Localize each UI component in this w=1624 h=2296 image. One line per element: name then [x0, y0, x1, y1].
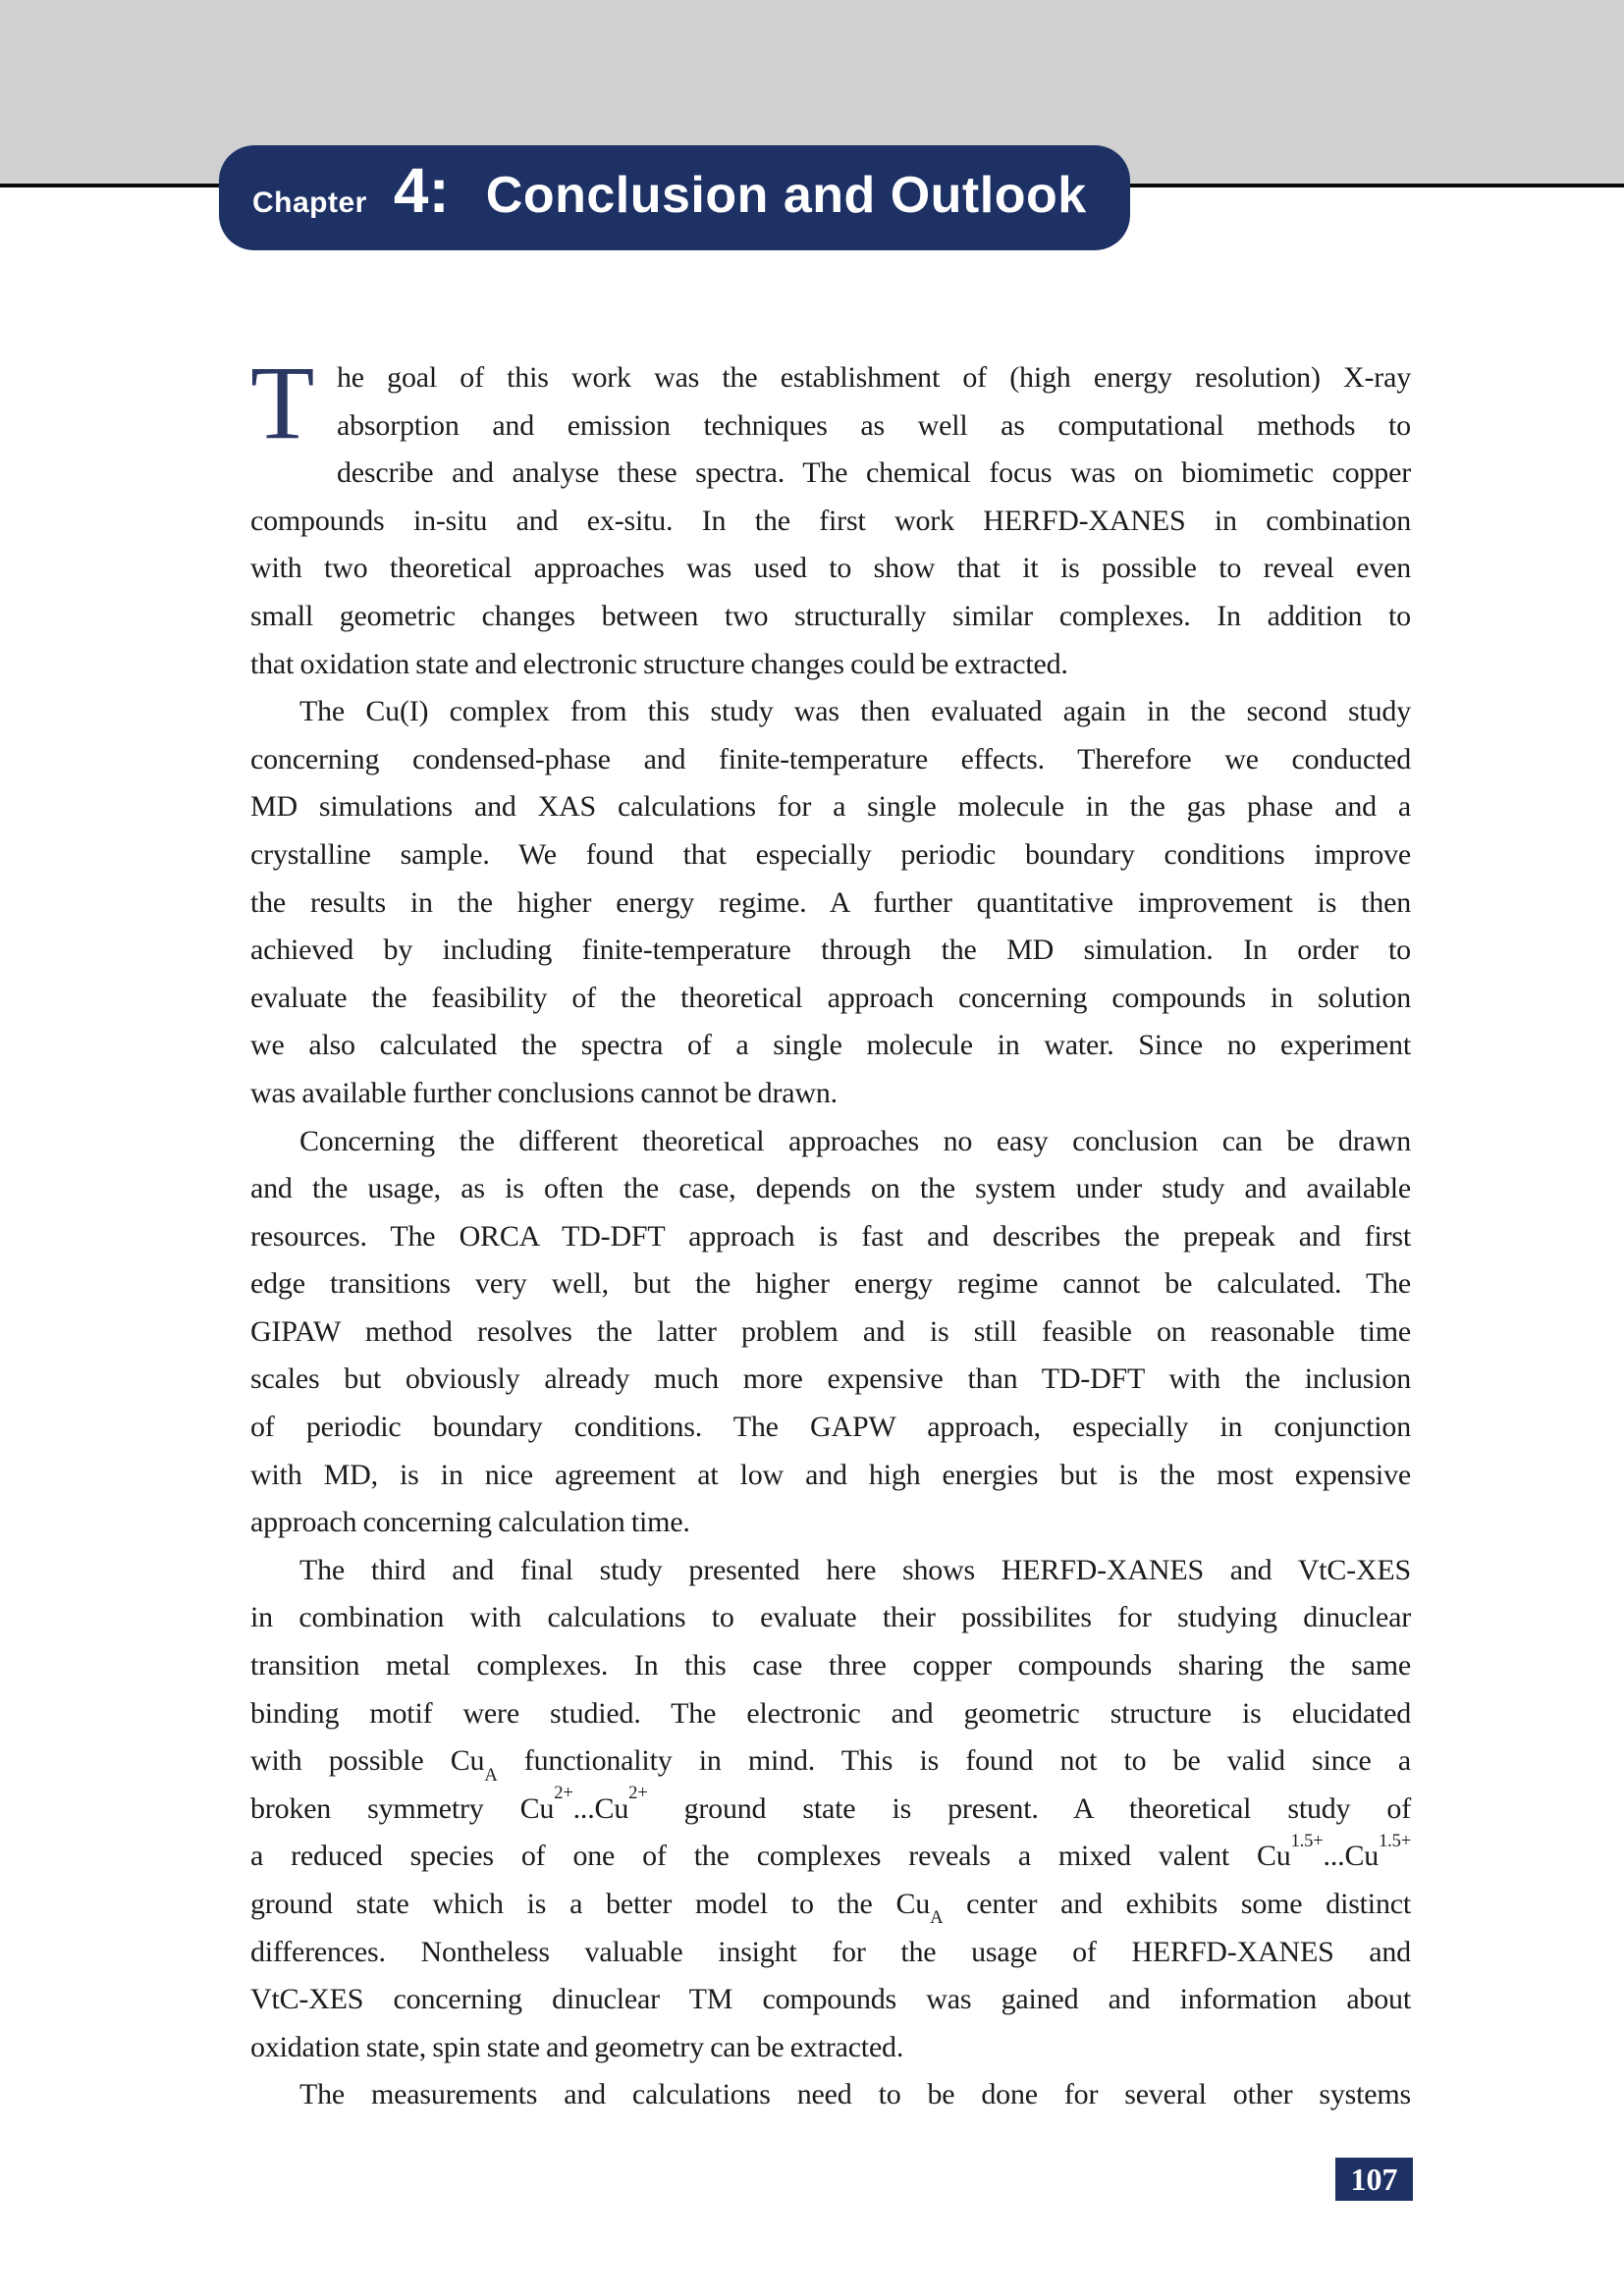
text-line: The measurements and calculations need to be done for several other systems [299, 2078, 1411, 2111]
chapter-number: 4: [393, 155, 450, 226]
text-line: approach concerning calculation time. [250, 1506, 690, 1539]
page-number: 107 [1350, 2161, 1398, 2197]
chapter-banner [219, 145, 1130, 250]
text-line: scales but obviously already much more expensive than TD-DFT with the inclusion [250, 1362, 1411, 1396]
text-line: of periodic boundary conditions. The GAPW approach, especially in conjunction [250, 1411, 1411, 1444]
text-line: describe and analyse these spectra. The chemical focus was on biomimetic copper [337, 456, 1411, 490]
text-line: edge transitions very well, but the higher energy regime cannot be calculated. The [250, 1267, 1411, 1301]
page-number-badge [1335, 2158, 1413, 2201]
text-line: Concerning the different theoretical approaches no easy conclusion can be drawn [299, 1124, 1411, 1157]
text-line: crystalline sample. We found that especially periodic boundary conditions improve [250, 837, 1411, 871]
body-text [250, 346, 1412, 2119]
drop-cap: T [250, 346, 315, 461]
superscript: 1.5+ [1290, 1831, 1324, 1852]
text-line: GIPAW method resolves the latter problem and is still feasible on reasonable time [250, 1314, 1411, 1348]
text-line: ground state which is a better model to the $Cu_A$ center and exhibits some distinct [250, 1888, 1411, 1929]
text-line: was available further conclusions cannot be drawn. [250, 1076, 838, 1109]
paragraph [250, 1547, 1411, 2072]
text-line: with two theoretical approaches was used to show that it is possible to reveal even [250, 552, 1411, 585]
text-line: binding motif were studied. The electronic and geometric structure is elucidated [250, 1696, 1411, 1730]
text-line: we also calculated the spectra of a single molecule in water. Since no experiment [250, 1029, 1411, 1062]
text-line: differences. Nontheless valuable insight for the usage of HERFD-XANES and [250, 1935, 1411, 1968]
text-line: The Cu(I) complex from this study was then evaluated again in the second study [299, 695, 1411, 728]
text-line: transition metal complexes. In this case three copper compounds sharing the same [250, 1649, 1411, 1682]
superscript: 1.5+ [1379, 1831, 1411, 1852]
superscript: 2+ [628, 1783, 648, 1804]
paragraph [250, 1118, 1411, 1547]
subscript: A [484, 1764, 498, 1786]
text-line: absorption and emission techniques as well as computational methods to [337, 408, 1411, 442]
paragraph [250, 346, 1411, 688]
text-line: small geometric changes between two structurally similar complexes. In addition to [250, 599, 1411, 632]
paragraph [250, 2071, 1411, 2119]
text-line: the results in the higher energy regime. A further quantitative improvement is then [250, 885, 1411, 919]
text-line: a reduced species of one of the complexes reveals a mixed valent $Cu^{1.5+}...Cu^{1.5+}$ [250, 1831, 1411, 1873]
text-line: concerning condensed-phase and finite-temperature effects. Therefore we conducted [250, 742, 1411, 775]
text-line: with MD, is in nice agreement at low and high energies but is the most expensive [250, 1458, 1411, 1491]
text-line: compounds in-situ and ex-situ. In the first work HERFD-XANES in combination [250, 504, 1411, 537]
text-line: he goal of this work was the establishment of (high energy resolution) X-ray [337, 361, 1411, 394]
text-line: VtC-XES concerning dinuclear TM compounds was gained and information about [250, 1983, 1411, 2016]
text-line: resources. The ORCA TD-DFT approach is fast and describes the prepeak and first [250, 1219, 1411, 1253]
chapter-title: Conclusion and Outlook [485, 167, 1087, 224]
text-line: The third and final study presented here shows HERFD-XANES and VtC-XES [299, 1553, 1411, 1586]
paragraph [250, 688, 1411, 1117]
text-line: evaluate the feasibility of the theoretical approach concerning compounds in solution [250, 981, 1411, 1014]
text-line: achieved by including finite-temperature through the MD simulation. In order to [250, 934, 1411, 967]
text-line: oxidation state, spin state and geometry can be extracted. [250, 2030, 904, 2063]
text-line: with possible $Cu_A$ functionality in mind. This is found not to be valid since a [250, 1744, 1412, 1786]
text-line: broken symmetry $Cu^{2+}...Cu^{2+}$ ground state is present. A theoretical study of [250, 1783, 1412, 1825]
text-line: and the usage, as is often the case, depends on the system under study and available [250, 1172, 1411, 1205]
superscript: 2+ [554, 1783, 573, 1804]
text-line: in combination with calculations to evaluate their possibilites for studying dinuclear [250, 1601, 1411, 1634]
subscript: A [930, 1907, 944, 1929]
text-line: MD simulations and XAS calculations for a single molecule in the gas phase and a [250, 790, 1411, 824]
text-line: that oxidation state and electronic structure changes could be extracted. [250, 647, 1068, 680]
chapter-label: Chapter [252, 187, 367, 219]
